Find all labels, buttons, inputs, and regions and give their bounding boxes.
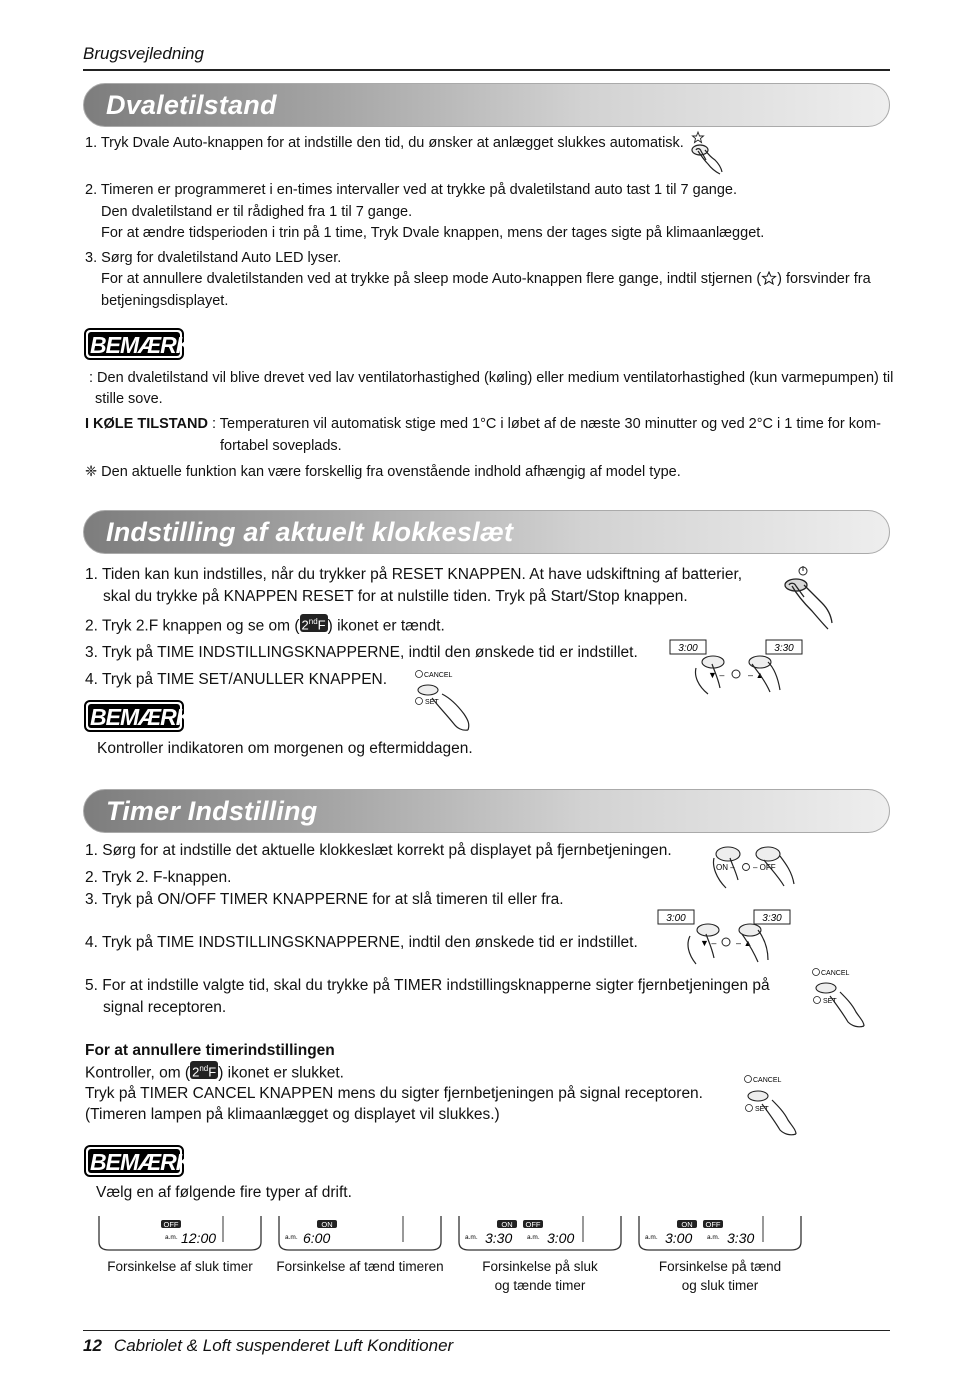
set-label: SET bbox=[755, 1106, 769, 1113]
cancel-line-1-text-b: ) ikonet er slukket. bbox=[218, 1064, 344, 1082]
footer-rule bbox=[83, 1330, 890, 1331]
footer-title: Cabriolet & Loft suspenderet Luft Konditioner bbox=[113, 1336, 454, 1355]
display-caption-1 bbox=[85, 1257, 275, 1276]
clock-note: Kontroller indikatoren om morgenen og eftermiddagen. bbox=[97, 740, 473, 757]
lcd-time: 3:00 bbox=[665, 1230, 693, 1246]
timer-step-1: 1. Sørg for at indstille det aktuelle klokkeslæt korrekt på displayet på fjernbetjeningen. bbox=[85, 842, 672, 859]
section-title: Dvaletilstand bbox=[106, 90, 277, 120]
sleep-note-line-2: stille sove. bbox=[95, 391, 163, 407]
section-title: Timer Indstilling bbox=[106, 796, 318, 826]
cancel-line-3: (Timeren lampen på klimaanlægget og displayet vil slukkes.) bbox=[85, 1106, 500, 1123]
timer-note: Vælg en af følgende fire typer af drift. bbox=[96, 1184, 352, 1201]
flag-on: ON bbox=[321, 1220, 333, 1229]
am-label: a.m. bbox=[645, 1234, 658, 1241]
caption-line: og tænde timer bbox=[494, 1278, 586, 1293]
am-label: a.m. bbox=[165, 1234, 178, 1241]
sleep-step-2-line-2: Den dvaletilstand er til rådighed fra 1 til 7 gange. bbox=[101, 204, 413, 220]
lcd-display-4 bbox=[637, 1214, 803, 1252]
cancel-label: CANCEL bbox=[753, 1077, 782, 1084]
display-caption-2 bbox=[265, 1257, 455, 1276]
sleep-button-hand-icon bbox=[684, 130, 726, 178]
lcd-time-right: 3:30 bbox=[774, 643, 794, 654]
flag-off: OFF bbox=[525, 1220, 541, 1229]
badge-sup: nd bbox=[199, 1064, 209, 1073]
set-label: SET bbox=[823, 998, 837, 1005]
badge-main: 2 bbox=[301, 617, 309, 633]
sleep-note-line-1: : Den dvaletilstand vil blive drevet ved lav ventilatorhastighed (køling) eller medium ventilatorhastighed (kun varmepumpen) til bbox=[89, 370, 894, 386]
display-caption-3 bbox=[445, 1257, 635, 1295]
note-badge-2 bbox=[84, 700, 192, 732]
lcd-display-1 bbox=[97, 1214, 263, 1252]
down-label: ▼ – bbox=[708, 670, 725, 680]
clock-step-4: 4. Tryk på TIME SET/ANULLER KNAPPEN. bbox=[85, 671, 388, 688]
lcd-display-2 bbox=[277, 1214, 443, 1252]
badge-tail: F bbox=[317, 617, 326, 633]
timer-step-5-line-2: signal receptoren. bbox=[103, 999, 227, 1016]
down-label: ▼ – bbox=[700, 938, 717, 948]
lcd-time-2: 3:30 bbox=[727, 1230, 755, 1246]
lcd-time-2: 3:00 bbox=[547, 1230, 575, 1246]
note-badge-label: BEMÆRK bbox=[90, 332, 192, 358]
timer-step-3: 3. Tryk på ON/OFF TIMER KNAPPERNE for at slå timeren til eller fra. bbox=[85, 891, 564, 908]
cancel-line-2: Tryk på TIMER CANCEL KNAPPEN mens du sigter fjernbetjeningen på signal receptoren. bbox=[85, 1085, 703, 1102]
header-rule bbox=[83, 69, 890, 71]
sleep-step-2-line-3: For at ændre tidsperioden i trin på 1 time, Tryk Dvale knappen, mens der tages sigte på klimaanlægget. bbox=[101, 225, 765, 241]
set-label: SET bbox=[425, 699, 439, 706]
page-number: 12 bbox=[83, 1336, 102, 1355]
cancel-line-1 bbox=[85, 1061, 344, 1084]
display-caption-4 bbox=[625, 1257, 815, 1295]
cool-mode-text-2: fortabel soveplads. bbox=[220, 438, 342, 454]
section-banner-timer bbox=[83, 789, 890, 833]
lcd-display-3 bbox=[457, 1214, 623, 1252]
note-badge-1 bbox=[84, 328, 192, 360]
running-header: Brugsvejledning bbox=[83, 44, 204, 63]
caption-line: og sluk timer bbox=[681, 1278, 759, 1293]
on-off-buttons-illustration bbox=[706, 842, 800, 892]
flag-on: ON bbox=[681, 1220, 693, 1229]
cancel-set-hand-icon-3 bbox=[742, 1072, 804, 1140]
time-buttons-illustration bbox=[668, 638, 808, 698]
clock-step-2-text-a: 2. Tryk 2.F knappen og se om ( bbox=[85, 617, 300, 635]
lcd-time-left: 3:00 bbox=[678, 643, 698, 654]
cancel-set-hand-icon-1 bbox=[412, 668, 478, 734]
star-icon bbox=[761, 271, 777, 285]
flag-off: OFF bbox=[705, 1220, 721, 1229]
section-title: Indstilling af aktuelt klokkeslæt bbox=[106, 517, 514, 547]
caption-line: Forsinkelse af sluk timer bbox=[107, 1259, 253, 1274]
lcd-time: 12:00 bbox=[181, 1230, 217, 1246]
am-label-2: a.m. bbox=[707, 1234, 720, 1241]
note-badge-label: BEMÆRK bbox=[90, 704, 192, 730]
cool-mode-note bbox=[85, 414, 881, 435]
am-label: a.m. bbox=[465, 1234, 478, 1241]
clock-step-3: 3. Tryk på TIME INDSTILLINGSKNAPPERNE, indtil den ønskede tid er indstillet. bbox=[85, 644, 638, 661]
sleep-step-2: 2. Timeren er programmeret i en-times intervaller ved at trykke på dvaletilstand auto tast 1 til 7 gange. bbox=[85, 182, 738, 198]
cool-mode-label: I KØLE TILSTAND bbox=[85, 416, 208, 432]
timer-step-4: 4. Tryk på TIME INDSTILLINGSKNAPPERNE, indtil den ønskede tid er indstillet. bbox=[85, 934, 638, 951]
timer-step-2: 2. Tryk 2. F-knappen. bbox=[85, 869, 232, 886]
sleep-step-3-line-3: betjeningsdisplayet. bbox=[101, 293, 229, 309]
page-footer bbox=[83, 1336, 453, 1356]
flag-off: OFF bbox=[163, 1220, 179, 1229]
on-button-label: ON – bbox=[716, 863, 735, 872]
cancel-set-hand-icon-2 bbox=[810, 966, 870, 1032]
timer-step-5: 5. For at indstille valgte tid, skal du trykke på TIMER indstillingsknapperne sigter fjernbetjeningen på bbox=[85, 977, 770, 994]
badge-tail: F bbox=[208, 1064, 217, 1080]
lcd-time-right: 3:30 bbox=[762, 913, 782, 924]
badge-sup: nd bbox=[308, 617, 318, 626]
note-badge-3 bbox=[84, 1145, 192, 1177]
lcd-time-left: 3:00 bbox=[666, 913, 686, 924]
caption-line: Forsinkelse på tænd bbox=[658, 1259, 782, 1274]
clock-step-2-text-b: ) ikonet er tændt. bbox=[327, 617, 445, 635]
flag-on: ON bbox=[501, 1220, 513, 1229]
cancel-label: CANCEL bbox=[424, 672, 453, 679]
cancel-line-1-text-a: Kontroller, om ( bbox=[85, 1064, 191, 1082]
reset-button-hand-icon bbox=[778, 563, 836, 633]
lcd-time: 6:00 bbox=[303, 1230, 331, 1246]
sleep-step-3: 3. Sørg for dvaletilstand Auto LED lyser. bbox=[85, 250, 342, 266]
section-banner-dvaletilstand bbox=[83, 83, 890, 127]
model-disclaimer: ❈ Den aktuelle funktion kan være forskellig fra ovenstående indhold afhængig af model type. bbox=[85, 464, 681, 480]
up-label: – ▲ bbox=[748, 670, 765, 680]
clock-step-2 bbox=[85, 614, 445, 637]
2ndf-icon bbox=[190, 1061, 218, 1079]
clock-step-1-line-2: skal du trykke på KNAPPEN RESET for at nulstille tiden. Tryk på Start/Stop knappen. bbox=[103, 588, 688, 605]
time-buttons-illustration-2 bbox=[656, 908, 796, 968]
am-label-2: a.m. bbox=[527, 1234, 540, 1241]
cancel-label: CANCEL bbox=[821, 970, 850, 977]
sleep-step-1: 1. Tryk Dvale Auto-knappen for at indstille den tid, du ønsker at anlægget slukkes automatisk. bbox=[85, 135, 684, 151]
sleep-step-3-line-2 bbox=[101, 269, 871, 290]
am-label: a.m. bbox=[285, 1234, 298, 1241]
sleep-step-3-text-a: For at annullere dvaletilstanden ved at trykke på sleep mode Auto-knappen flere gange, indtil stjernen ( bbox=[101, 271, 762, 287]
off-button-label: – OFF bbox=[753, 863, 776, 872]
cool-mode-text: : Temperaturen vil automatisk stige med 1°C i løbet af de næste 30 minutter og ved 2°C i 1 time for kom- bbox=[212, 416, 881, 432]
clock-step-1: 1. Tiden kan kun indstilles, når du trykker på RESET KNAPPEN. At have udskiftning af batterier, bbox=[85, 566, 743, 583]
cancel-heading: For at annullere timerindstillingen bbox=[85, 1042, 335, 1059]
lcd-time: 3:30 bbox=[485, 1230, 513, 1246]
2ndf-icon bbox=[300, 614, 328, 632]
sleep-step-3-text-b: ) forsvinder fra bbox=[777, 271, 871, 287]
note-badge-label: BEMÆRK bbox=[90, 1149, 192, 1175]
badge-main: 2 bbox=[192, 1064, 200, 1080]
caption-line: Forsinkelse på sluk bbox=[482, 1259, 598, 1274]
section-banner-klokkeslaet bbox=[83, 510, 890, 554]
up-label: – ▲ bbox=[736, 938, 753, 948]
caption-line: Forsinkelse af tænd timeren bbox=[276, 1259, 444, 1274]
